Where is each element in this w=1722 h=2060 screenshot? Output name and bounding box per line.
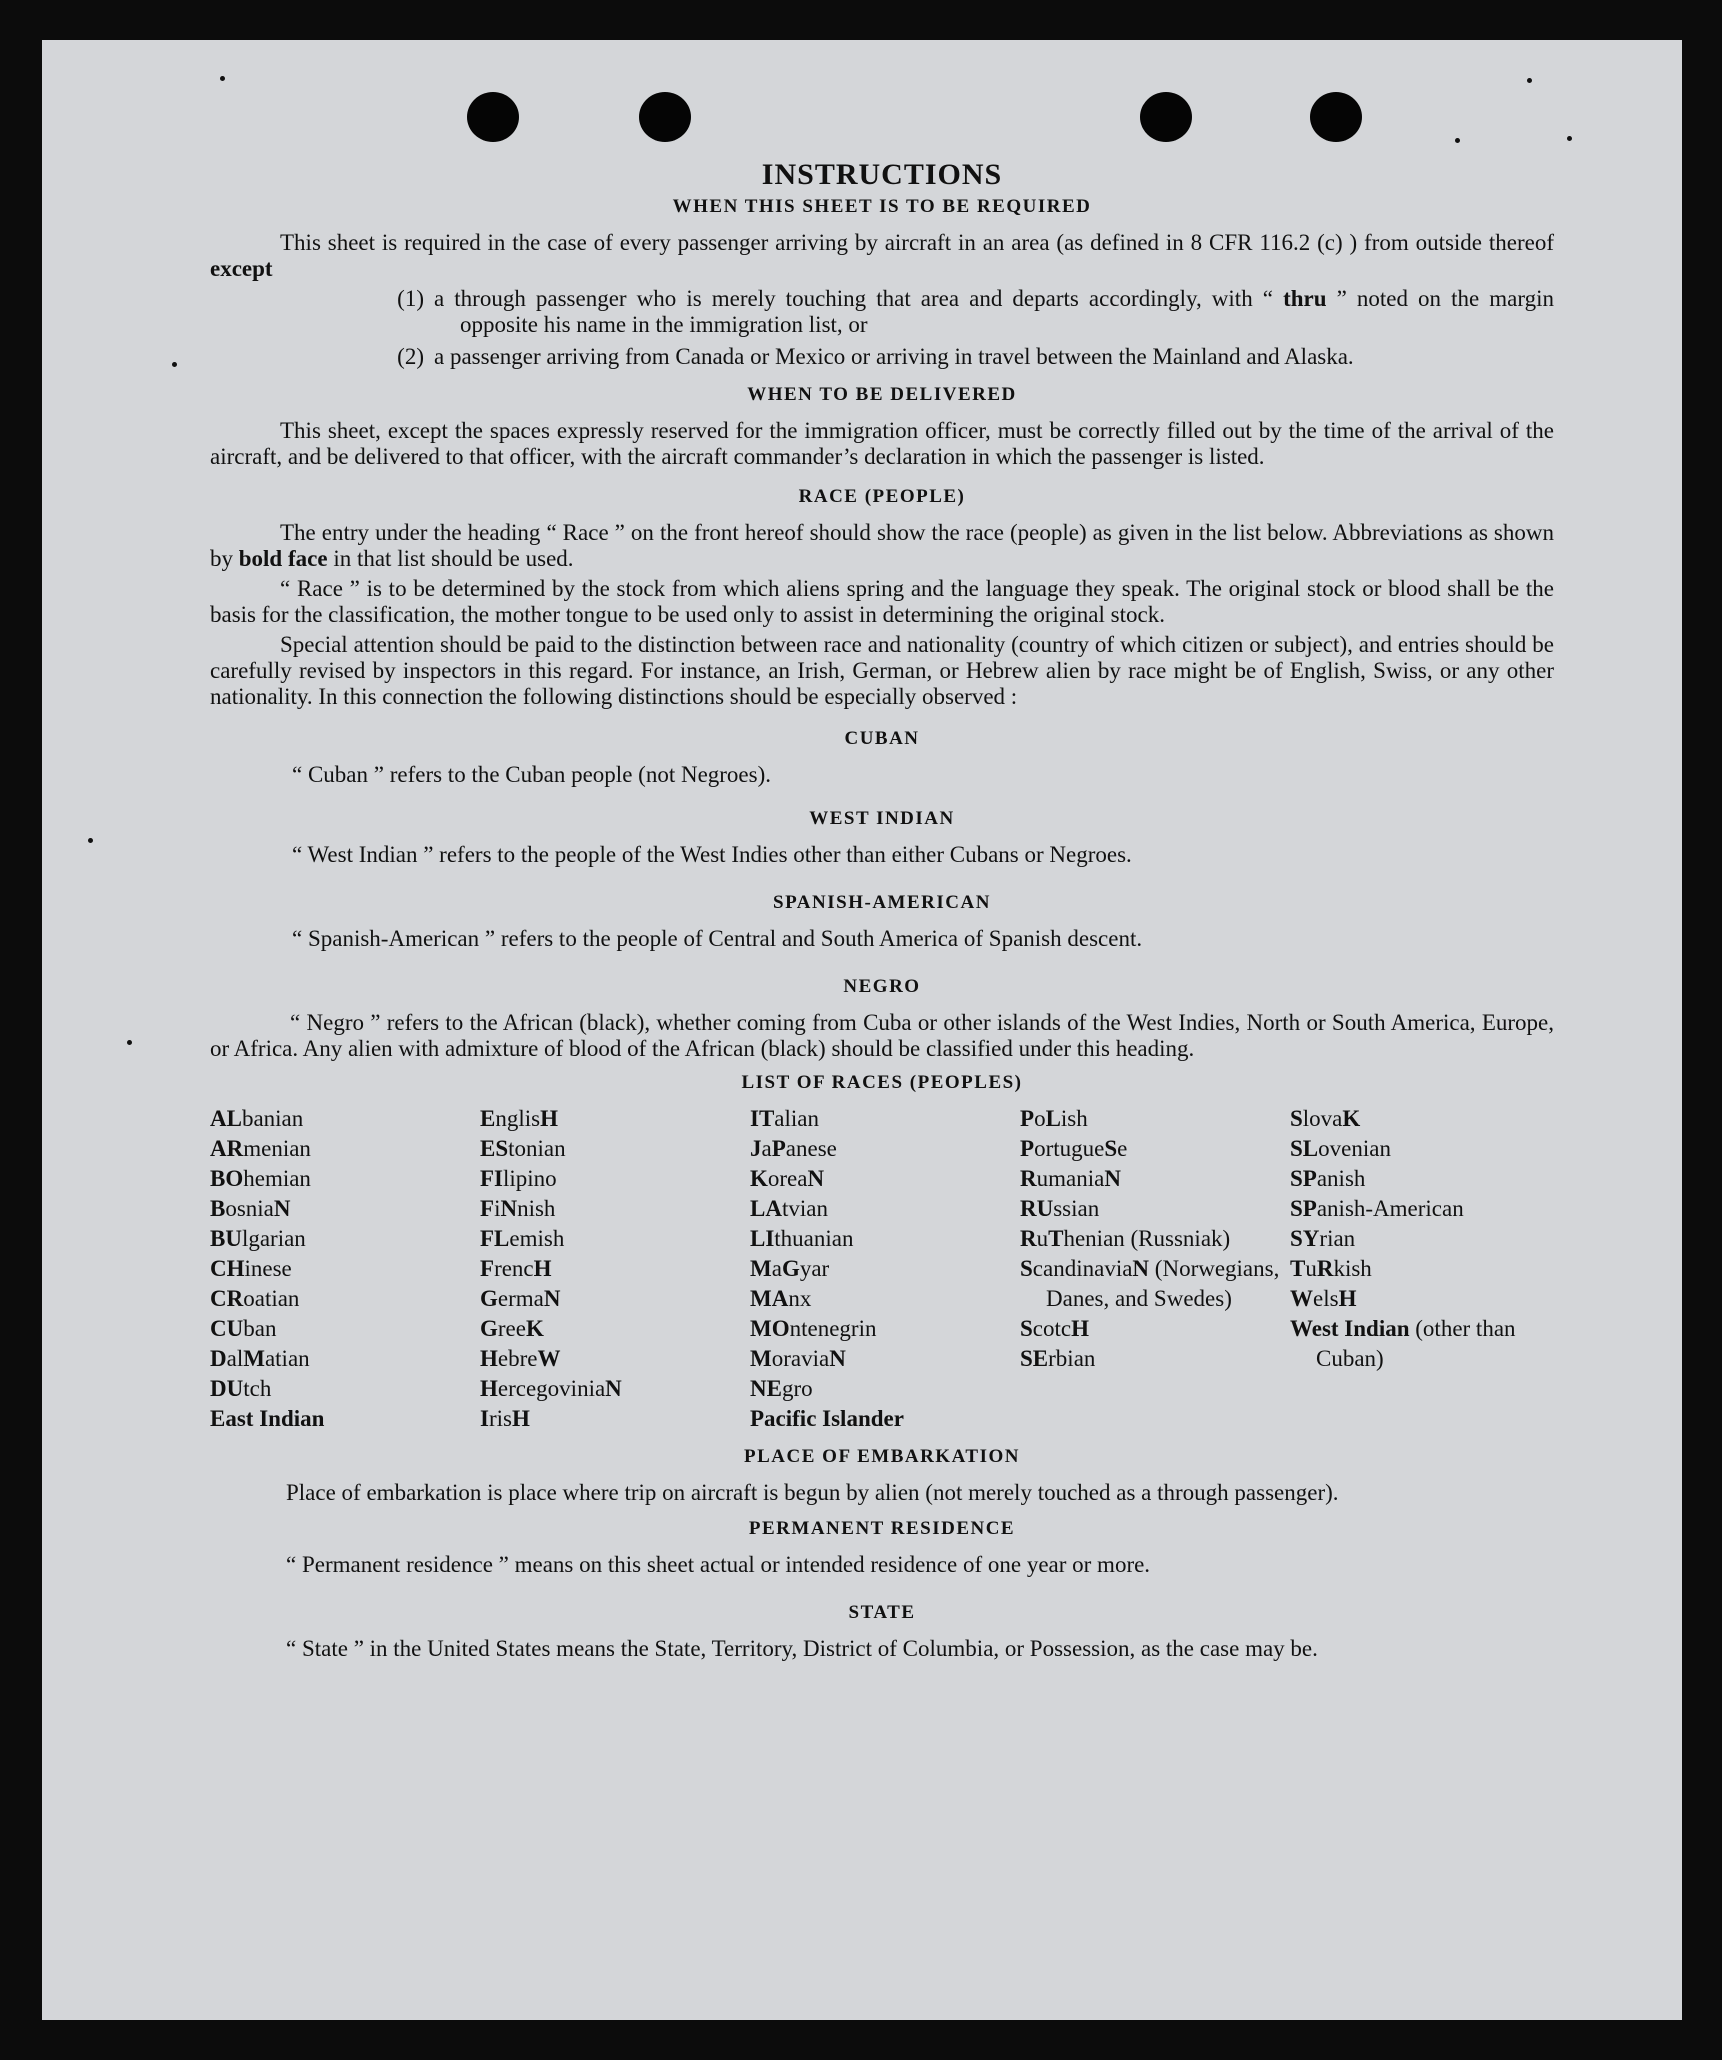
- speck: [1455, 138, 1460, 143]
- definition-west-indian: “ West Indian ” refers to the people of the West Indies other than either Cubans or Negroes.: [292, 842, 1132, 867]
- item-text: [434, 286, 1554, 338]
- definition-cuban: “ Cuban ” refers to the Cuban people (not Negroes).: [292, 762, 772, 787]
- races-column: [1020, 1104, 1290, 1434]
- race-entry: PortugueSe: [1020, 1136, 1128, 1161]
- speck: [88, 838, 93, 843]
- section-heading-spanish-american: SPANISH-AMERICAN: [773, 892, 991, 913]
- race-entry: GreeK: [480, 1316, 544, 1341]
- paragraph-race-3: Special attention should be paid to the distinction between race and nationality (country of which citizen or subject), and entries should be carefully revised by inspectors in this regard. For instance, an Irish, German, or Hebrew alien by race might be of English, Swiss, or any other nationality. In this connection the following distinctions should be especially observed :: [210, 632, 1554, 709]
- race-entry: SErbian: [1020, 1346, 1096, 1371]
- races-column: [750, 1104, 1020, 1434]
- speck: [1567, 136, 1572, 141]
- race-entry: ITalian: [750, 1106, 819, 1131]
- definition-spanish-american: “ Spanish-American ” refers to the people of Central and South America of Spanish descent.: [292, 926, 1143, 951]
- race-entry: EStonian: [480, 1136, 566, 1161]
- race-entry: WelsH: [1290, 1286, 1357, 1311]
- race-entry: BUlgarian: [210, 1226, 306, 1251]
- race-entry: FiNnish: [480, 1196, 556, 1221]
- race-entry: Pacific Islander: [750, 1406, 904, 1431]
- paragraph-text: This sheet is required in the case of every passenger arriving by aircraft in an area (as defined in 8 CFR 116.2 (c) ) from outside thereof: [280, 230, 1554, 255]
- race-entry: East Indian: [210, 1406, 325, 1431]
- item-text: a passenger arriving from Canada or Mexico or arriving in travel between the Mainland and Alaska.: [434, 344, 1354, 369]
- race-entry: PoLish: [1020, 1106, 1088, 1131]
- race-entry: SlovaK: [1290, 1106, 1361, 1131]
- section-heading-cuban: CUBAN: [844, 728, 920, 749]
- race-entry: EnglisH: [480, 1106, 558, 1131]
- races-column: [480, 1104, 750, 1434]
- race-entry: GermaN: [480, 1286, 561, 1311]
- race-entry: DalMatian: [210, 1346, 310, 1371]
- item-number: (2): [397, 344, 424, 369]
- race-entry: JaPanese: [750, 1136, 837, 1161]
- speck: [172, 362, 177, 367]
- item-text-part: a through passenger who is merely touching that area and departs accordingly, with “: [434, 286, 1273, 311]
- bold-text: bold face: [238, 546, 328, 571]
- race-entry: HercegoviniaN: [480, 1376, 622, 1401]
- definition-state: “ State ” in the United States means the State, Territory, District of Columbia, or Possession, as the case may be.: [286, 1636, 1318, 1661]
- race-entry: SYrian: [1290, 1226, 1356, 1251]
- paragraph-when-delivered: This sheet, except the spaces expressly reserved for the immigration officer, must be correctly filled out by the time of the arrival of the aircraft, and be delivered to that officer, with the aircraft commander’s declaration in which the passenger is listed.: [210, 418, 1554, 469]
- race-entry: BOhemian: [210, 1166, 311, 1191]
- race-entry: BosniaN: [210, 1196, 291, 1221]
- speck: [1527, 78, 1532, 83]
- instructions-content: [210, 158, 1555, 1666]
- section-heading-list-of-races: LIST OF RACES (PEOPLES): [741, 1072, 1023, 1093]
- speck: [127, 1040, 132, 1045]
- race-entry: SLovenian: [1290, 1136, 1391, 1161]
- paragraph-race-2: “ Race ” is to be determined by the stock from which aliens spring and the language they speak. The original stock or blood shall be the basis for the classification, the mother tongue to be used only to assist in determining the original stock.: [210, 576, 1554, 627]
- race-entry: DUtch: [210, 1376, 272, 1401]
- races-list: [210, 1104, 1554, 1434]
- race-entry: RumaniaN: [1020, 1166, 1121, 1191]
- section-heading-permanent-residence: PERMANENT RESIDENCE: [748, 1518, 1016, 1539]
- definition-permanent-residence: “ Permanent residence ” means on this sheet actual or intended residence of one year or more.: [286, 1552, 1151, 1577]
- race-entry: LAtvian: [750, 1196, 828, 1221]
- item-text-part: ” noted on the margin opposite his name in the immigration list, or: [460, 286, 1555, 337]
- race-entry: CUban: [210, 1316, 277, 1341]
- race-entry: MaGyar: [750, 1256, 830, 1281]
- race-entry: FIlipino: [480, 1166, 557, 1191]
- paragraph-when-required: [210, 230, 1554, 282]
- race-entry: ARmenian: [210, 1136, 311, 1161]
- exception-item-2: [210, 344, 1554, 370]
- item-number: (1): [397, 286, 424, 311]
- races-column: [1290, 1104, 1560, 1434]
- paragraph-race-1: [210, 520, 1554, 572]
- paragraph-text: The entry under the heading “ Race ” on the front hereof should show the race (people) as given in the list below. Abbreviations as shown by: [210, 520, 1554, 571]
- race-entry: West Indian (other than Cuban): [1290, 1316, 1516, 1371]
- race-entry: HebreW: [480, 1346, 561, 1371]
- section-heading-embarkation: PLACE OF EMBARKATION: [744, 1446, 1020, 1467]
- race-entry: MoraviaN: [750, 1346, 846, 1371]
- race-entry: LIthuanian: [750, 1226, 854, 1251]
- section-heading-negro: NEGRO: [843, 976, 921, 997]
- race-entry: FrencH: [480, 1256, 552, 1281]
- race-entry: CHinese: [210, 1256, 292, 1281]
- race-entry: FLemish: [480, 1226, 565, 1251]
- race-entry: TuRkish: [1290, 1256, 1372, 1281]
- punch-hole: [639, 92, 691, 142]
- bold-text: except: [210, 256, 273, 281]
- race-entry: ScotcH: [1020, 1316, 1089, 1341]
- race-entry: MAnx: [750, 1286, 812, 1311]
- punch-hole: [1310, 92, 1362, 142]
- speck: [220, 76, 225, 81]
- punch-hole: [1140, 92, 1192, 142]
- race-entry: ALbanian: [210, 1106, 304, 1131]
- exception-item-1: [210, 286, 1554, 338]
- races-column: [210, 1104, 480, 1434]
- page-title: INSTRUCTIONS: [761, 158, 1003, 191]
- race-entry: SPanish-American: [1290, 1196, 1464, 1221]
- race-entry: IrisH: [480, 1406, 530, 1431]
- bold-text: thru: [1283, 286, 1327, 311]
- section-heading-when-required: WHEN THIS SHEET IS TO BE REQUIRED: [672, 196, 1092, 217]
- section-heading-state: STATE: [848, 1602, 916, 1623]
- race-entry: NEgro: [750, 1376, 813, 1401]
- definition-embarkation: Place of embarkation is place where trip on aircraft is begun by alien (not merely touched as a through passenger).: [286, 1480, 1339, 1505]
- race-entry: SPanish: [1290, 1166, 1366, 1191]
- race-entry: CRoatian: [210, 1286, 300, 1311]
- race-entry: RUssian: [1020, 1196, 1100, 1221]
- paragraph-text: in that list should be used.: [333, 546, 574, 571]
- race-entry: RuThenian (Russniak): [1020, 1226, 1231, 1251]
- punch-hole: [467, 92, 519, 142]
- race-entry: MOntenegrin: [750, 1316, 877, 1341]
- section-heading-west-indian: WEST INDIAN: [809, 808, 955, 829]
- race-entry: ScandinaviaN (Norwegians, Danes, and Swedes): [1020, 1256, 1280, 1311]
- section-heading-when-delivered: WHEN TO BE DELIVERED: [747, 384, 1017, 405]
- race-entry: KoreaN: [750, 1166, 825, 1191]
- section-heading-race: RACE (PEOPLE): [798, 486, 966, 507]
- definition-negro: “ Negro ” refers to the African (black), whether coming from Cuba or other islands of the West Indies, North or South America, Europe, or Africa. Any alien with admixture of blood of the African (black) should be classified under this heading.: [210, 1010, 1554, 1061]
- document-page: [42, 40, 1682, 2020]
